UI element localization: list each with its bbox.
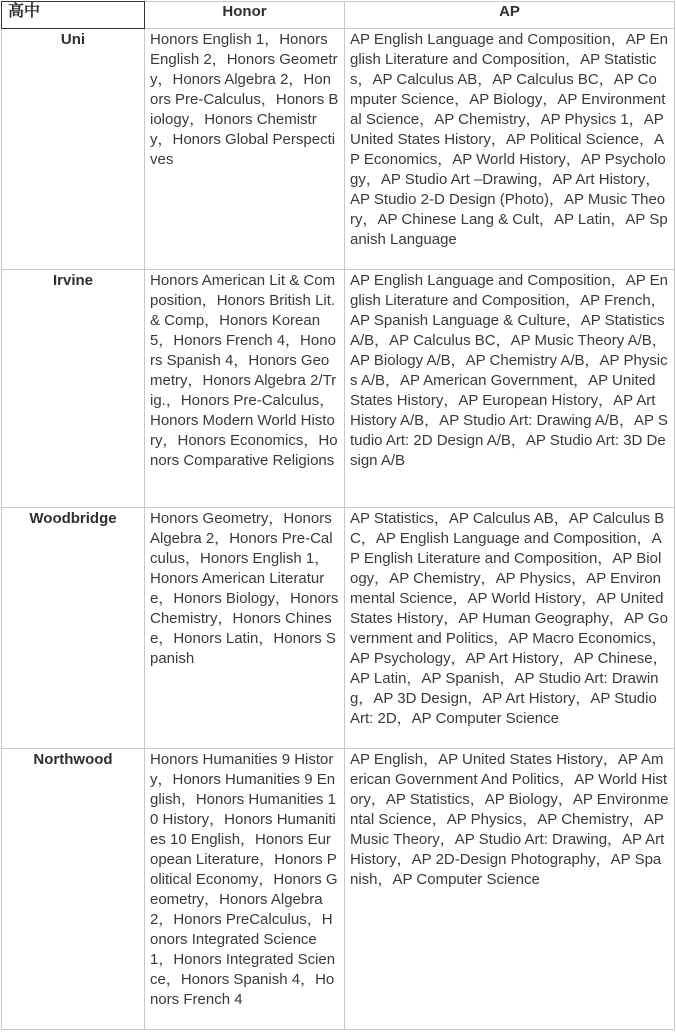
honor-courses: Honors Humanities 9 History，Honors Humanities 9 English，Honors Humanities 10 History，Honors Humanities 10 English，Honors European Literature，Honors Political Economy，Honors Geometry，Honors Algebra 2，Honors PreCalculus，Honors Integrated Science 1，Honors Integrated Science，Honors Spanish 4，Honors French 4 (145, 749, 345, 1030)
school-name: Woodbridge (2, 508, 145, 749)
table-row (2, 270, 675, 508)
table-header (2, 2, 675, 29)
honor-courses: Honors English 1，Honors English 2，Honors Geometry，Honors Algebra 2，Honors Pre-Calculus，Honors Biology，Honors Chemistry，Honors Global Perspectives (145, 29, 345, 270)
table-row (2, 749, 675, 1030)
table-body (2, 29, 675, 1030)
table-row (2, 29, 675, 270)
ap-courses: AP English Language and Composition，AP English Literature and Composition，AP Statistics，AP Calculus AB，AP Calculus BC，AP Computer Science，AP Biology，AP Environmental Science，AP Chemistry，AP Physics 1，AP United States History，AP Political Science，AP Economics，AP World History，AP Psychology，AP Studio Art –Drawing，AP Art History，AP Studio 2-D Design (Photo)，AP Music Theory，AP Chinese Lang & Cult，AP Latin，AP Spanish Language (345, 29, 675, 270)
honor-courses: Honors Geometry，Honors Algebra 2，Honors Pre-Calculus，Honors English 1，Honors American Literature，Honors Biology，Honors Chemistry，Honors Chinese，Honors Latin，Honors Spanish (145, 508, 345, 749)
school-name: Irvine (2, 270, 145, 508)
ap-courses: AP English，AP United States History，AP American Government And Politics，AP World History，AP Statistics，AP Biology，AP Environmental Science，AP Physics，AP Chemistry，AP Music Theory，AP Studio Art: Drawing，AP Art History，AP 2D-Design Photography，AP Spanish，AP Computer Science (345, 749, 675, 1030)
ap-courses: AP English Language and Composition，AP English Literature and Composition，AP French，AP Spanish Language & Culture，AP Statistics A/B，AP Calculus BC，AP Music Theory A/B，AP Biology A/B，AP Chemistry A/B，AP Physics A/B，AP American Government，AP United States History，AP European History，AP Art History A/B，AP Studio Art: Drawing A/B，AP Studio Art: 2D Design A/B，AP Studio Art: 3D Design A/B (345, 270, 675, 508)
course-table (1, 1, 675, 1030)
honor-courses: Honors American Lit & Composition，Honors British Lit. & Comp，Honors Korean 5，Honors French 4，Honors Spanish 4，Honors Geometry，Honors Algebra 2/Trig.，Honors Pre-Calculus，Honors Modern World History，Honors Economics，Honors Comparative Religions (145, 270, 345, 508)
header-row (2, 2, 675, 29)
header-corner-label: 高中 (2, 2, 145, 29)
header-ap-label: AP (345, 2, 675, 29)
school-name: Uni (2, 29, 145, 270)
table-row (2, 508, 675, 749)
school-name: Northwood (2, 749, 145, 1030)
header-honor-label: Honor (145, 2, 345, 29)
ap-courses: AP Statistics，AP Calculus AB，AP Calculus BC，AP English Language and Composition，AP English Literature and Composition，AP Biology，AP Chemistry，AP Physics，AP Environmental Science，AP World History，AP United States History，AP Human Geography，AP Government and Politics，AP Macro Economics，AP Psychology，AP Art History，AP Chinese，AP Latin，AP Spanish，AP Studio Art: Drawing，AP 3D Design，AP Art History，AP Studio Art: 2D，AP Computer Science (345, 508, 675, 749)
